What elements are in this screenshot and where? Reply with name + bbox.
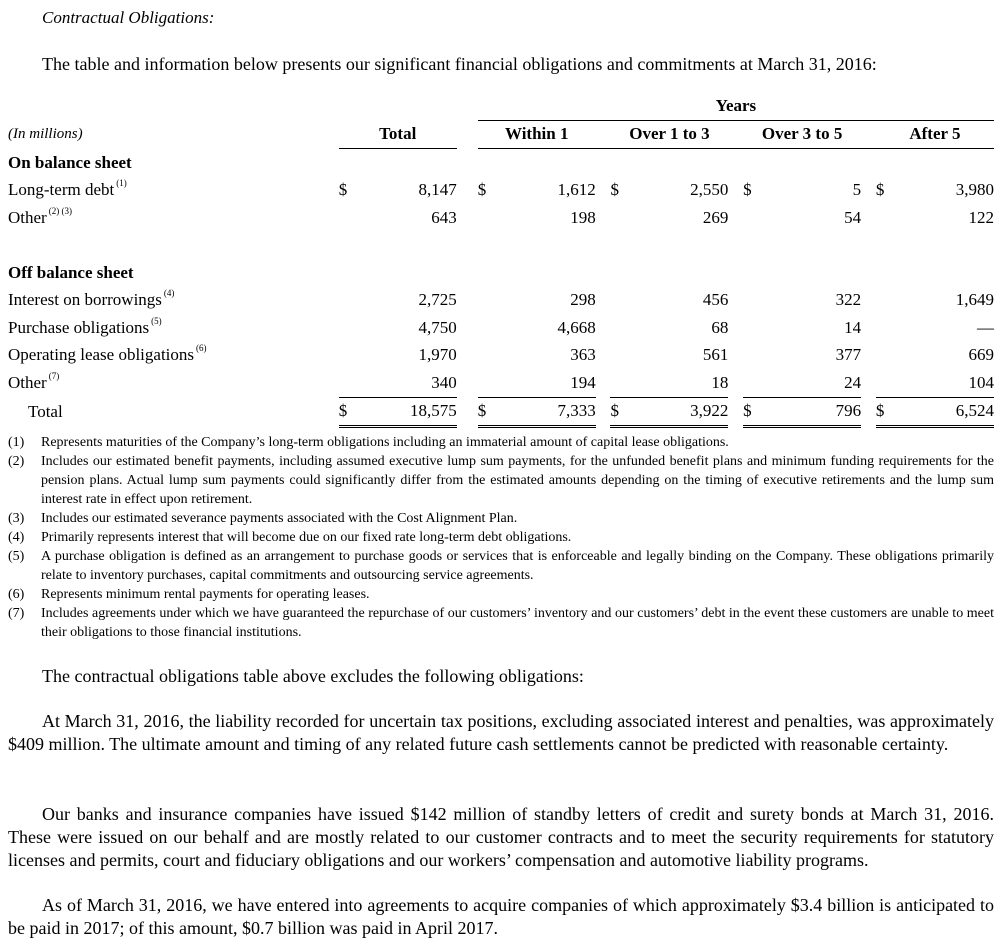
row-label: Purchase obligations [8, 317, 150, 337]
row-label: Interest on borrowings [8, 290, 162, 310]
paragraph-acquisitions: As of March 31, 2016, we have entered into agreements to acquire companies of which approximately $3.4 billion is anticipated to be paid in 2017; of this amount, $0.7 billion was paid in April 2017. [8, 895, 994, 938]
currency-symbol: $ [338, 180, 348, 200]
section-heading: Contractual Obligations: [42, 8, 215, 27]
cell-within-1: 198 [570, 207, 596, 227]
footnote-text: Includes our estimated severance payments associated with the Cost Alignment Plan. [41, 511, 518, 526]
currency-symbol: $ [610, 180, 619, 200]
table-row [8, 287, 994, 315]
table-row [8, 177, 994, 205]
col-header-within-1: Within 1 [478, 120, 596, 149]
table-row [8, 369, 994, 397]
footnote-ref: (1) [116, 178, 127, 189]
currency-symbol: $ [339, 397, 354, 427]
footnote-ref: (2) (3) [48, 205, 72, 216]
total-label: Total [28, 401, 63, 421]
section-row-off-balance [8, 259, 994, 287]
cell-over-1-to-3: 456 [702, 290, 729, 310]
currency-symbol: $ [477, 180, 487, 200]
cell-over-3-to-5: 24 [844, 372, 862, 392]
footnote-number: (1) [8, 435, 25, 450]
footnote-text: A purchase obligation is defined as an arrangement to purchase goods or services that is enforceable and legally binding on the Company. These obligations primarily relate to inventory purchases, capital commitments and outsourcing service agreements. [41, 549, 994, 583]
footnote-text: Represents minimum rental payments for operating leases. [41, 587, 370, 602]
unit-label: (In millions) [8, 125, 83, 142]
cell-total: 18,575 [353, 397, 456, 427]
years-header-row [8, 92, 994, 120]
cell-total: 643 [431, 207, 457, 227]
table-row [8, 342, 994, 370]
cell-over-3-to-5: 377 [835, 345, 862, 365]
cell-total: 340 [431, 372, 457, 392]
footnote-ref: (6) [196, 343, 207, 354]
total-row [8, 397, 994, 427]
footnote-number: (4) [8, 530, 25, 545]
footnote [8, 547, 994, 585]
section-row-on-balance [8, 149, 994, 177]
cell-within-1: 194 [570, 372, 596, 392]
cell-total: 2,725 [418, 290, 457, 310]
cell-after-5: — [977, 317, 994, 337]
col-header-over-1-to-3: Over 1 to 3 [610, 120, 728, 149]
footnote-ref: (4) [163, 288, 175, 299]
currency-symbol: $ [743, 180, 752, 200]
row-label: Long-term debt [8, 180, 115, 200]
footnote-text: Represents maturities of the Company’s long-term obligations including an immaterial amount of capital lease obligations. [41, 435, 729, 450]
footnote [8, 452, 994, 509]
paragraph-tax-positions: At March 31, 2016, the liability recorded for uncertain tax positions, excluding associated interest and penalties, was approximately $409 million. The ultimate amount and timing of any related future cash settlements cannot be predicted with reasonable certainty. [8, 711, 994, 754]
cell-after-5: 122 [968, 207, 994, 227]
currency-symbol: $ [875, 180, 885, 200]
cell-over-1-to-3: 68 [711, 317, 729, 337]
footnote [8, 509, 994, 528]
footnote-text: Includes our estimated benefit payments, including assumed executive lump sum payments, for the unfunded benefit plans and minimum funding requirements for the pension plans. Actual lump sum payments could significantly differ from the estimated amounts depending on the timing of executive retirements and the lump sum interest rate in effect upon retirement. [41, 454, 994, 507]
row-label: Other [8, 207, 47, 227]
cell-within-1: 1,612 [557, 180, 596, 200]
footnotes [8, 433, 994, 642]
col-header-after-5: After 5 [876, 120, 994, 149]
paragraph-exclusions: The contractual obligations table above excludes the following obligations: [42, 666, 584, 686]
footnote-number: (6) [8, 587, 25, 602]
footnote-number: (2) [8, 454, 25, 469]
obligations-table [8, 92, 994, 428]
cell-over-3-to-5: 796 [758, 397, 861, 427]
row-label: Operating lease obligations [8, 345, 195, 365]
footnote [8, 528, 994, 547]
cell-after-5: 669 [968, 345, 994, 365]
footnote-number: (5) [8, 549, 25, 564]
row-label: Other [8, 373, 47, 392]
cell-over-3-to-5: 322 [835, 290, 862, 310]
footnote [8, 433, 994, 452]
currency-symbol: $ [478, 397, 493, 427]
cell-within-1: 4,668 [557, 317, 596, 337]
currency-symbol: $ [610, 397, 625, 427]
cell-total: 1,970 [418, 345, 457, 365]
cell-after-5: 6,524 [891, 397, 994, 427]
cell-over-3-to-5: 5 [852, 180, 862, 200]
cell-within-1: 7,333 [493, 397, 596, 427]
cell-over-1-to-3: 269 [702, 207, 729, 227]
currency-symbol: $ [743, 397, 758, 427]
intro-text: The table and information below presents our significant financial obligations and commitments at March 31, 2016: [42, 54, 877, 74]
footnote-text: Includes agreements under which we have guaranteed the repurchase of our customers’ inventory and our customers’ debt in the event these customers are unable to meet their obligations to those financial institutions. [41, 606, 994, 640]
section-title: Off balance sheet [8, 262, 134, 282]
paragraph-letters-of-credit: Our banks and insurance companies have issued $142 million of standby letters of credit and surety bonds at March 31, 2016. These were issued on our behalf and are mostly related to our customer contracts and to meet the security requirements for statutory licenses and permits, court and fiduciary obligations and our workers’ compensation and automotive liability programs. [8, 804, 994, 870]
currency-symbol: $ [876, 397, 891, 427]
footnote-ref: (5) [151, 315, 162, 326]
cell-over-1-to-3: 561 [702, 345, 729, 365]
table-row [8, 314, 994, 342]
cell-after-5: 1,649 [955, 290, 994, 310]
cell-within-1: 363 [570, 345, 596, 365]
footnote-ref: (7) [48, 371, 60, 381]
table-row [8, 204, 994, 232]
cell-over-3-to-5: 54 [844, 207, 862, 227]
cell-over-1-to-3: 3,922 [625, 397, 728, 427]
section-title: On balance sheet [8, 152, 132, 172]
cell-total: 4,750 [418, 317, 457, 337]
cell-after-5: 3,980 [955, 180, 994, 200]
column-header-row [8, 120, 994, 149]
footnote [8, 604, 994, 642]
footnote [8, 585, 994, 604]
cell-over-3-to-5: 14 [844, 317, 862, 337]
footnote-number: (3) [8, 511, 25, 526]
cell-over-1-to-3: 2,550 [690, 180, 729, 200]
col-header-over-3-to-5: Over 3 to 5 [743, 120, 861, 149]
years-label: Years [478, 92, 994, 120]
cell-over-1-to-3: 18 [711, 372, 729, 392]
footnote-number: (7) [8, 606, 25, 621]
footnote-text: Primarily represents interest that will become due on our fixed rate long-term debt obligations. [41, 530, 572, 545]
cell-within-1: 298 [570, 290, 596, 310]
col-header-total: Total [339, 120, 457, 149]
cell-total: 8,147 [418, 180, 457, 200]
cell-after-5: 104 [968, 372, 994, 392]
